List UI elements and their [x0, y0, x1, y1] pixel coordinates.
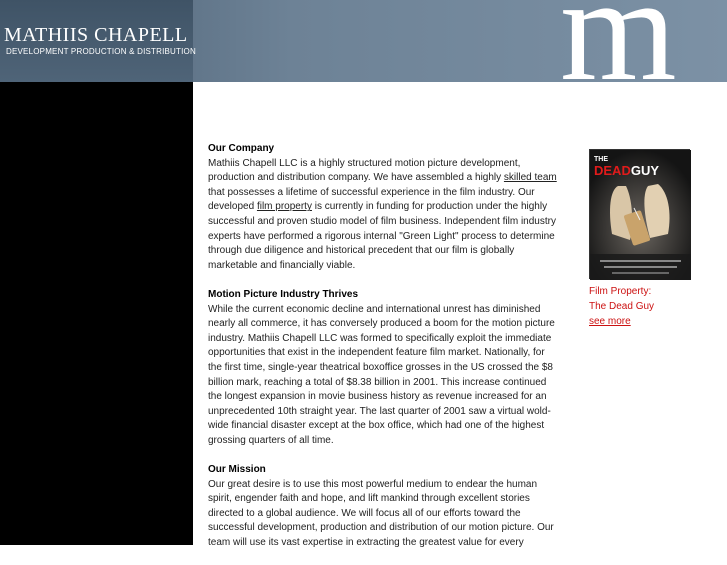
section-body: While the current economic decline and international unrest has diminished nearly all commerce, it has conversely produced a boom for the motion picture industry. Mathiis Chapell LLC was formed to specifically exploit the immediate opportunities that exist in the independent feature film market. Nationally, for the first time, single-year theatrical boxoffice grosses in the US crossed the $8 billion mark, reaching a total of $8.38 billion in 2001. This increase continued the longest expansion in movie business history as revenue increased for an unprecedented 10th straight year. The last quarter of 2001 saw a virtual wold-wide financial disaster except at the box office, which had one of the highest grossing quarters of all time.	[208, 303, 555, 446]
section-body	[208, 157, 558, 274]
film-property-link[interactable]: film property	[256, 201, 312, 213]
film-caption	[589, 284, 654, 329]
section-heading: Motion Picture Industry Thrives	[208, 288, 359, 300]
section-industry-thrives	[208, 288, 558, 449]
poster-the: THE	[594, 156, 608, 163]
see-more-link[interactable]: see more	[589, 316, 631, 327]
poster-dead: DEAD	[594, 163, 631, 178]
section-heading: Our Mission	[208, 464, 266, 476]
poster-guy: GUY	[630, 163, 660, 178]
logo-title: MATHIIS CHAPELL	[4, 24, 188, 46]
section-our-mission	[208, 463, 558, 551]
main-content	[208, 142, 558, 565]
caption-line-1: Film Property:	[589, 286, 652, 297]
foot-left	[610, 186, 632, 240]
logo-subtitle: DEVELOPMENT PRODUCTION & DISTRIBUTION	[6, 47, 196, 56]
skilled-team-link[interactable]: skilled team	[503, 172, 557, 184]
left-sidebar	[0, 82, 193, 545]
logo-m-mark: m	[560, 0, 677, 112]
film-poster-image[interactable]	[589, 149, 690, 279]
caption-line-2: The Dead Guy	[589, 301, 655, 312]
poster-title	[594, 154, 659, 176]
section-body: Our great desire is to use this most powerful medium to endear the human spirit, engender faith and hope, and lift mankind through excellent stories directed to a global audience. We will focus all of our efforts toward the successful development, production and distribution of our motion picture. Our team will use its vast expertise in extracting the greatest value for every	[208, 478, 554, 549]
logo-block[interactable]	[0, 0, 196, 82]
site-header	[0, 0, 727, 112]
section-heading: Our Company	[208, 143, 275, 154]
body-text: Mathiis Chapell LLC is a highly structured motion picture development, production and distribution company. We have assembled a highly	[208, 157, 521, 184]
body-text: that possesses a lifetime of successful experience in the film industry. Our developed	[208, 186, 535, 213]
section-our-company	[208, 142, 558, 273]
body-text: is currently in funding for production under the highly successful and proven studio model of film business. Independent film industry experts have performed a rigorous internal "Green Light" process to determine through due diligence and historical precedent that our film is globally marketable and financially viable.	[208, 201, 556, 271]
